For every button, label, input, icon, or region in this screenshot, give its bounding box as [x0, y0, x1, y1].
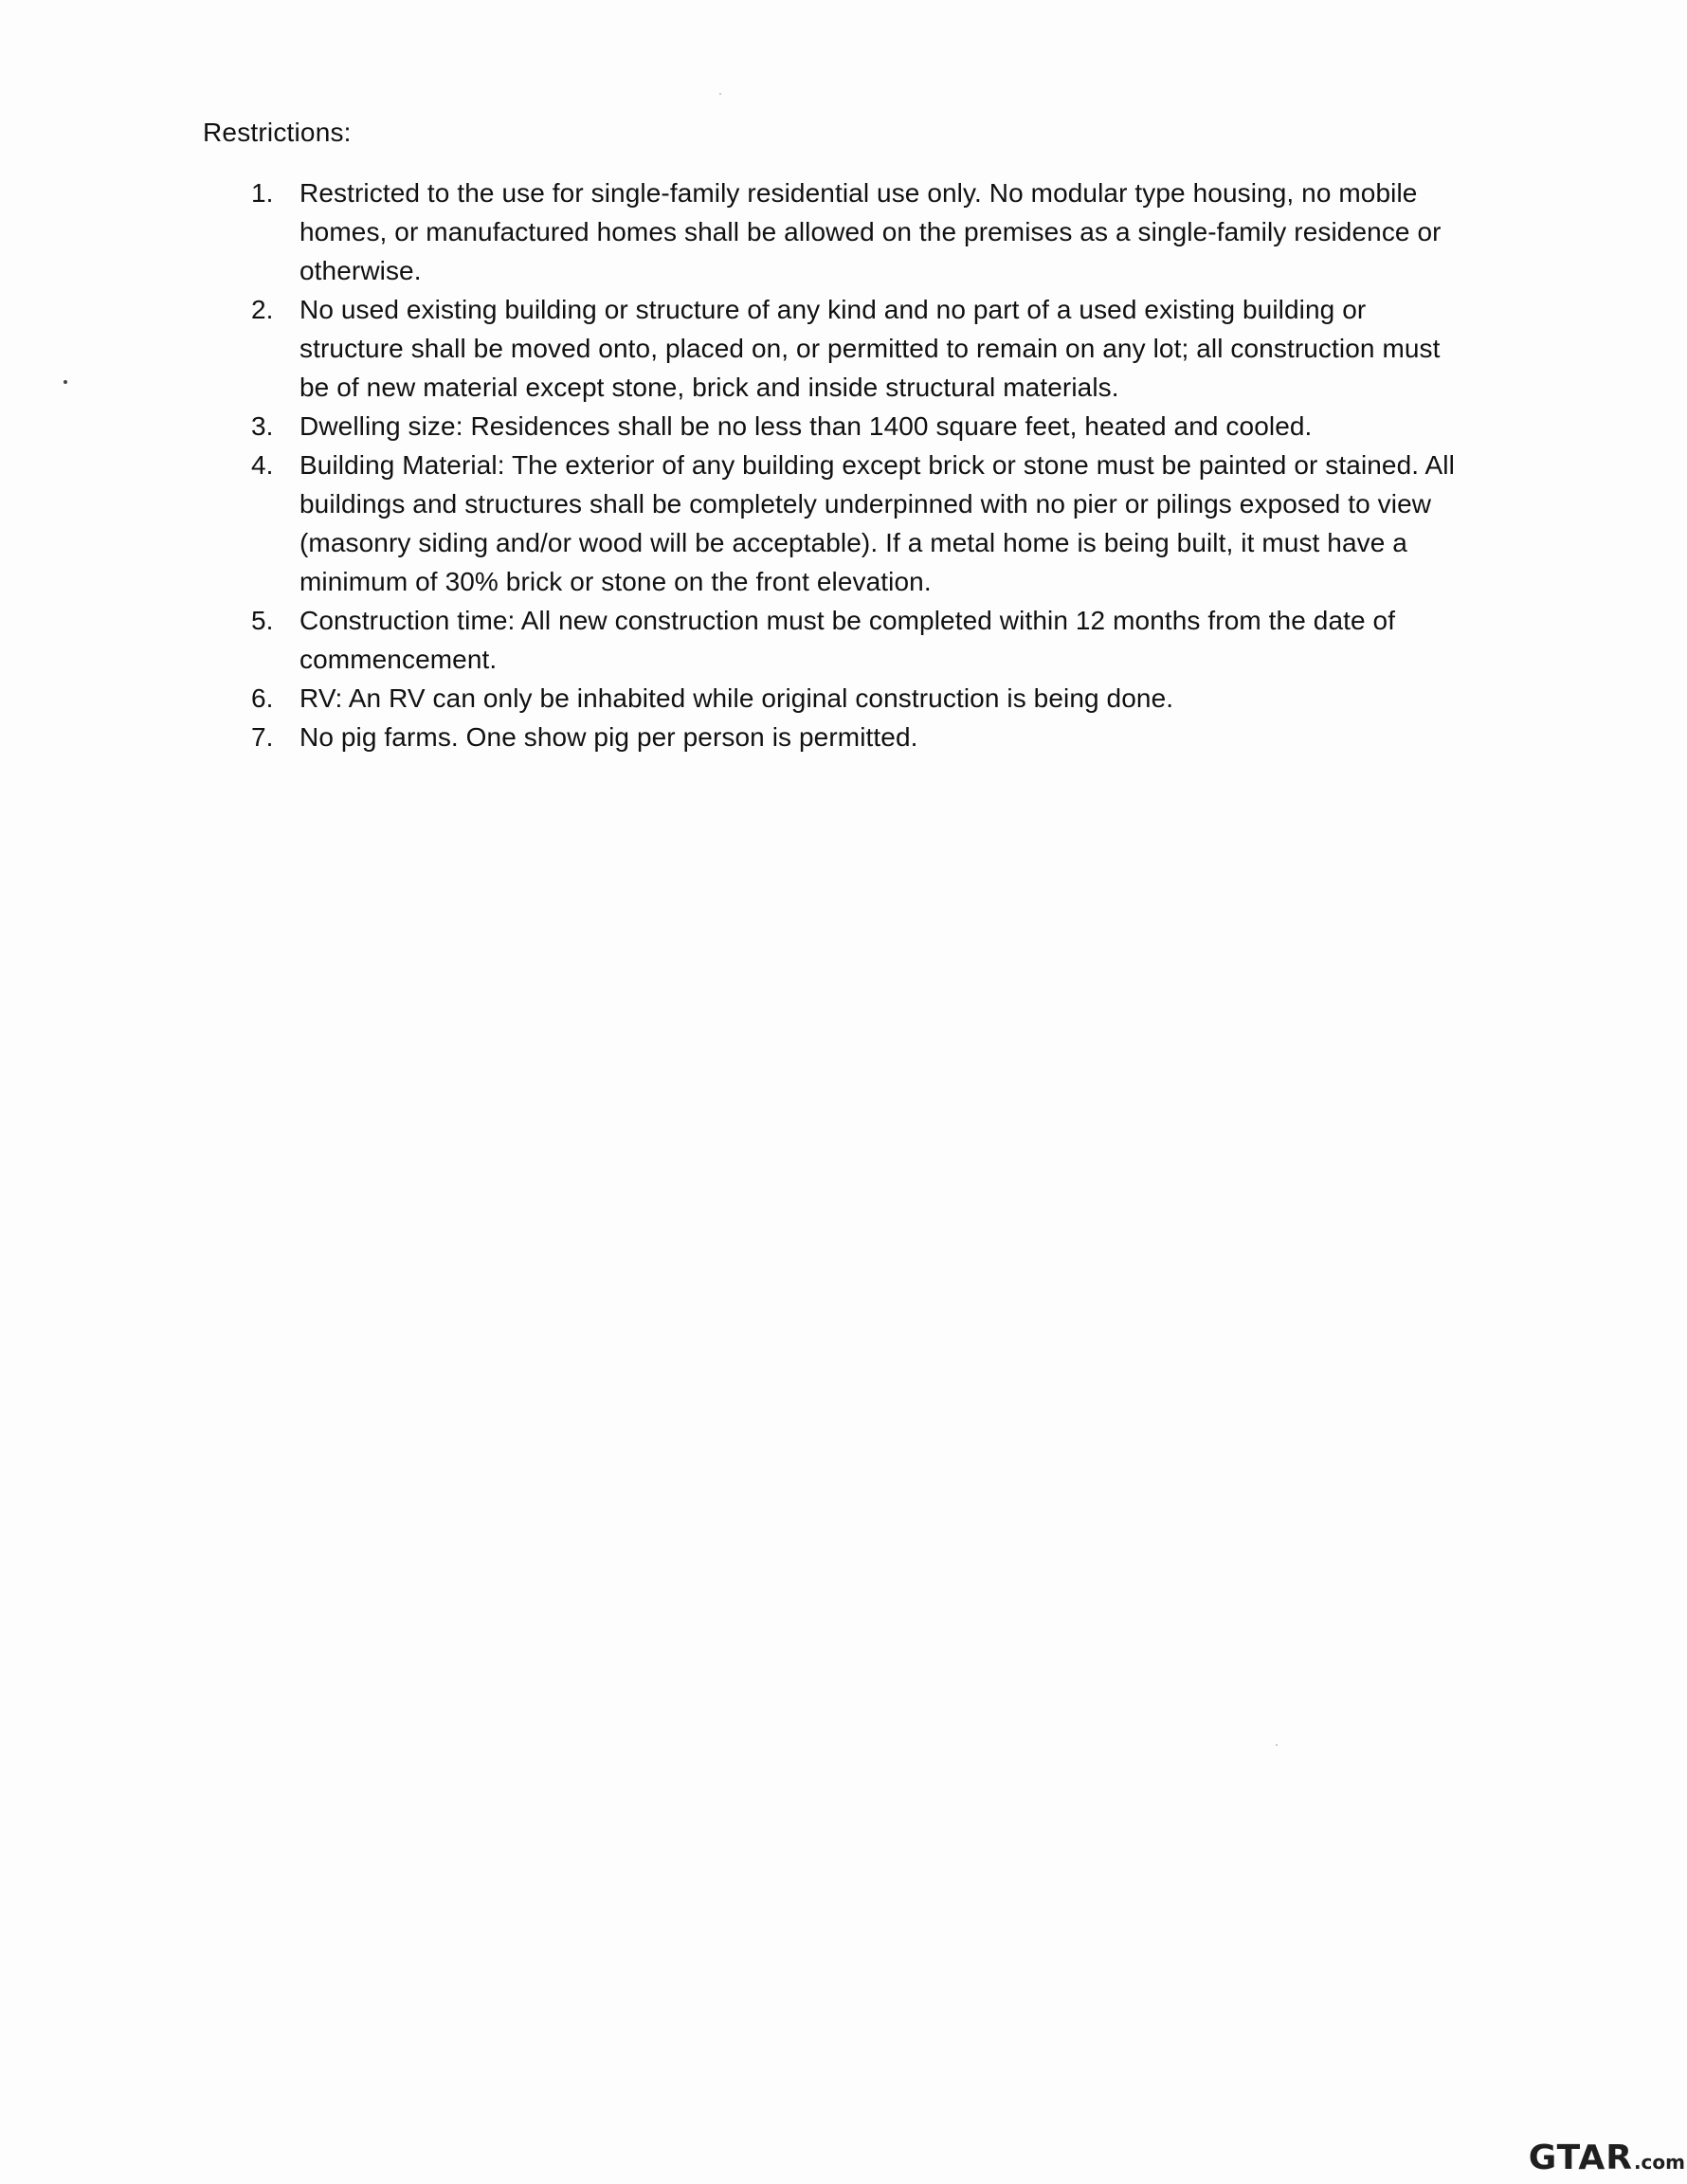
restriction-text: Restricted to the use for single-family residential use only. No modular type housing, no mobile homes, or manufactured homes shall be allowed on the premises as a single-family residence or otherwise.: [299, 178, 1442, 285]
restriction-text: No used existing building or structure of any kind and no part of a used existing building or structure shall be moved onto, placed on, or permitted to remain on any lot; all construction must be of new material except stone, brick and inside structural materials.: [299, 295, 1441, 402]
restriction-item-6: [248, 679, 1471, 718]
restriction-number: 7.: [251, 722, 274, 752]
restriction-number: 6.: [251, 683, 274, 713]
restriction-number: 4.: [251, 450, 274, 480]
restriction-number: 3.: [251, 411, 274, 441]
restrictions-list: [248, 173, 1471, 756]
restriction-number: 2.: [251, 295, 274, 324]
watermark-logo: [1529, 2138, 1685, 2180]
restriction-item-3: [248, 407, 1471, 446]
watermark-suffix: .com: [1633, 2151, 1685, 2174]
scan-speck: [63, 380, 67, 384]
restriction-text: Dwelling size: Residences shall be no less than 1400 square feet, heated and cooled.: [299, 411, 1313, 441]
scan-speck: [1276, 1744, 1278, 1746]
restriction-text: Construction time: All new construction must be completed within 12 months from the date of commencement.: [299, 606, 1396, 674]
restriction-number: 5.: [251, 606, 274, 635]
scan-speck: [719, 93, 721, 95]
restriction-item-7: [248, 718, 1471, 756]
restrictions-heading: Restrictions:: [203, 118, 352, 147]
restriction-text: No pig farms. One show pig per person is permitted.: [299, 722, 918, 752]
restriction-item-5: [248, 601, 1471, 679]
restriction-text: RV: An RV can only be inhabited while original construction is being done.: [299, 683, 1174, 713]
restriction-item-2: [248, 290, 1471, 407]
restriction-number: 1.: [251, 178, 274, 208]
watermark-main: GTAR: [1528, 2138, 1633, 2177]
restriction-item-4: [248, 446, 1471, 601]
restriction-item-1: [248, 173, 1471, 290]
restriction-text: Building Material: The exterior of any building except brick or stone must be painted or stained. All buildings and structures shall be completely underpinned with no pier or pilings exposed to view (masonry siding and/or wood will be acceptable). If a metal home is being built, it must have a minimum of 30% brick or stone on the front elevation.: [299, 450, 1455, 596]
